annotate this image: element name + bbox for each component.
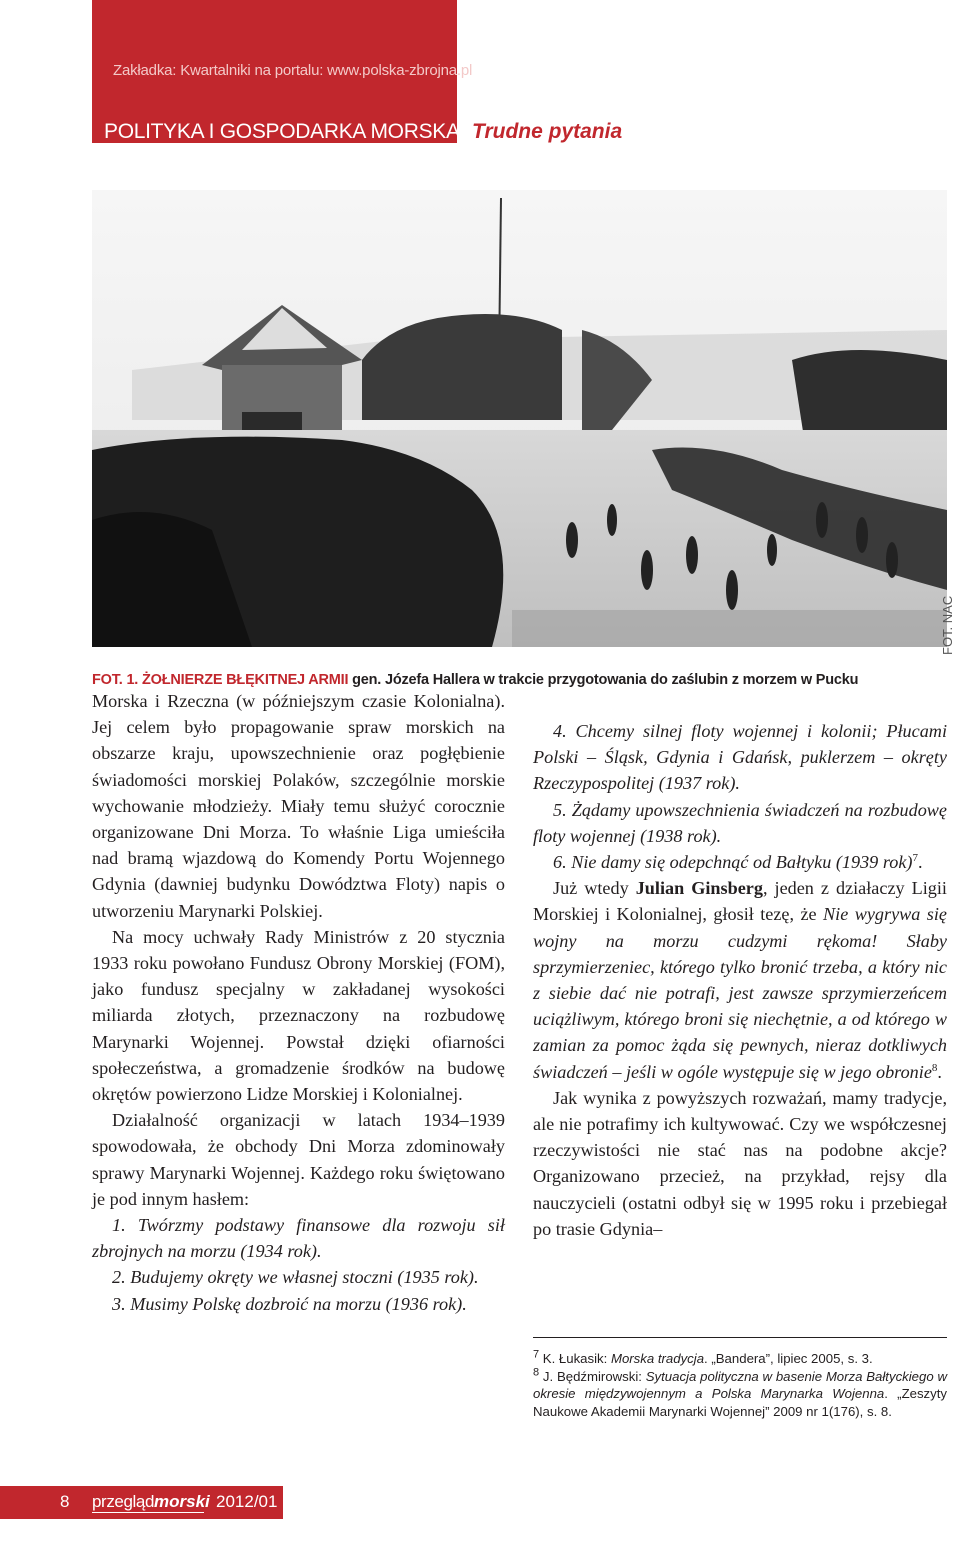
caption-label: FOT. 1. ŻOŁNIERZE BŁĘKITNEJ ARMII [92,672,349,688]
footnote-ref: 7 [912,851,918,864]
magazine-name-accent: morski [154,1492,210,1511]
slogan-item: 4. Chcemy silnej floty wojennej i kolonii; Płucami Polski – Śląsk, Gdynia i Gdańsk, puklerzem – okręty Rzeczypospolitej (1937 rok). [533,721,947,794]
slogan-item: 2. Budujemy okręty we własnej stoczni (1935 rok). [112,1267,479,1288]
issue-number: 2012/01 [216,1492,278,1511]
page-number: 8 [60,1492,70,1511]
footnote-ref: 8 [931,1061,938,1074]
subsection-title: Trudne pytania [472,120,623,143]
paragraph: Morska i Rzeczna (w późniejszym czasie Kolonialna). Jej celem było propagowanie spraw morskich na obszarze kraju, upowszechnienie oraz pogłębienie świadomości morskiej Polaków, szczególnie morskie wychowanie młodzieży. Miały temu służyć corocznie organizowane Dni Morza. To właśnie Liga umieściła nad bramą wjazdową do Komendy Portu Wojennego Gdynia (dawniej budynku Dowództwa Floty) napis o utworzeniu Marynarki Polskiej. [92,691,505,921]
slogan-item: 3. Musimy Polskę dozbroić na morzu (1936 rok). [112,1293,467,1314]
slogan-item: 1. Twórzmy podstawy finansowe dla rozwoju sił zbrojnych na morzu (1934 rok). [92,1215,505,1262]
paragraph: Na mocy uchwały Rady Ministrów z 20 stycznia 1933 roku powołano Fundusz Obrony Morskiej (FOM), jako fundusz specjalny w zakładanej wysokości miliarda złotych, przeznaczony na rozbudowę Marynarki Wojennej. Powstał dzięki ofiarności społeczeństwa, a gromadzenie środków na budowę okrętów powierzono Lidze Morskiej i Kolonialnej. [92,926,505,1105]
slogan-item: 6. Nie damy się odepchnąć od Bałtyku (1939 rok)$^7$. [553,851,923,873]
footnote-7: $^7$ K. Łukasik: Morska tradycja. „Bandera”, lipiec 2005, s. 3. [533,1348,873,1366]
photo-caption [92,672,858,688]
paragraph: Działalność organizacji w latach 1934–1939 spowodowała, że obchody Dni Morza zdominowały sprawy Marynarki Wojennej. Każdego roku świętowano je pod innym hasłem: [92,1110,505,1209]
footnotes [533,1350,947,1420]
paragraph: Jak wynika z powyższych rozważań, mamy tradycje, ale nie potrafimy ich kultywować. Czy we współczesnej rzeczywistości nie stać nas na podobne akcje? Organizowano przecież, na przykład, rejsy dla nauczycieli (ostatni odbył się w 1995 roku i przebiegał po trasie Gdynia– [533,1087,947,1239]
paragraph: Już wtedy Julian Ginsberg, jeden z działaczy Ligii Morskiej i Kolonialnej, głosił tezę, że Nie wygrywa się wojny na morzu cudzymi rękoma! Słaby sprzymierzeniec, którego tylko bronić trzeba, a który nic z siebie dać nie potrafi, jest zawsze sprzymierzeńcem uciążliwym, którego broni się niechętnie, a od którego w zamian za pomoc żąda się pewnych, nieraz dotkliwych świadczeń – jeśli w ogóle występuje się w jego obronie$^8$. [533,878,947,1082]
bookmark-line: Zakładka: Kwartalniki na portalu: www.polska-zbrojna.pl [113,62,473,79]
person-name: Julian Ginsberg [635,878,763,899]
section-title: POLITYKA I GOSPODARKA MORSKA [104,120,460,143]
magazine-name: przegląd [92,1492,155,1511]
photo-credit: FOT. NAC [940,595,955,655]
footnote-8: $^8$ J. Będźmirowski: Sytuacja polityczna w basenie Morza Bałtyckiego w okresie międzywojennym a Polska Marynarka Wojenna. „Zeszyty Naukowe Akademii Marynarki Wojennej” 2009 nr 1(176), s. 8. [533,1366,947,1419]
quote: Nie wygrywa się wojny na morzu cudzymi rękoma! Słaby sprzymierzeniec, którego tylko bronić trzeba, a który nic z siebie dać nie potrafi, jest zawsze sprzymierzeńcem uciążliwym, którego broni się niechętnie, a od którego w zamian za pomoc żąda się pewnych, nieraz dotkliwych świadczeń – jeśli w ogóle występuje się w jego obronie [533,904,947,1082]
footnote-divider [533,1337,947,1338]
historical-photo [92,190,947,647]
left-column [92,688,505,1317]
magazine-underline [92,1512,204,1513]
slogan-item: 5. Żądamy upowszechnienia świadczeń na rozbudowę floty wojennej (1938 rok). [533,799,947,846]
caption-text: gen. Józefa Hallera w trakcie przygotowania do zaślubin z morzem w Pucku [348,672,859,688]
right-column [533,718,947,1242]
